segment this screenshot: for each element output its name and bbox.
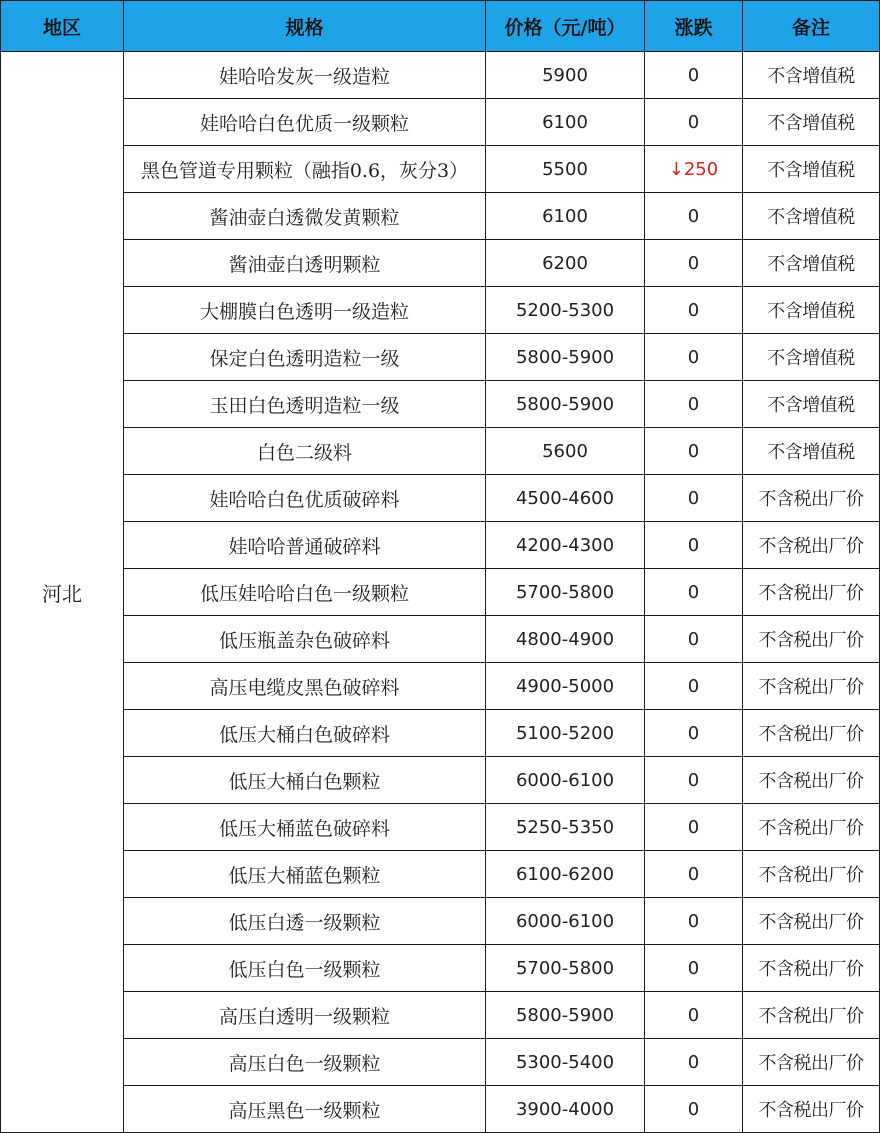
note-cell: 不含增值税 [743, 240, 880, 287]
note-cell: 不含税出厂价 [743, 1086, 880, 1133]
price-cell: 5600 [486, 428, 645, 475]
table-body [1, 52, 880, 1133]
change-cell: 0 [645, 757, 743, 804]
header-row [1, 1, 880, 52]
note-cell: 不含税出厂价 [743, 804, 880, 851]
price-cell: 5100-5200 [486, 710, 645, 757]
change-cell: ↓250 [645, 146, 743, 193]
spec-cell: 保定白色透明造粒一级 [124, 334, 486, 381]
table-row [1, 804, 880, 851]
spec-cell: 低压娃哈哈白色一级颗粒 [124, 569, 486, 616]
table-row [1, 522, 880, 569]
price-cell: 6000-6100 [486, 898, 645, 945]
note-cell: 不含增值税 [743, 428, 880, 475]
spec-cell: 娃哈哈发灰一级造粒 [124, 52, 486, 99]
spec-cell: 低压白透一级颗粒 [124, 898, 486, 945]
change-cell: 0 [645, 710, 743, 757]
note-cell: 不含税出厂价 [743, 992, 880, 1039]
change-cell: 0 [645, 381, 743, 428]
price-cell: 4800-4900 [486, 616, 645, 663]
table-row [1, 992, 880, 1039]
header-note: 备注 [743, 1, 880, 52]
note-cell: 不含增值税 [743, 334, 880, 381]
table-row [1, 475, 880, 522]
table-row [1, 193, 880, 240]
note-cell: 不含税出厂价 [743, 851, 880, 898]
change-cell: 0 [645, 1086, 743, 1133]
table-row [1, 99, 880, 146]
price-cell: 6100-6200 [486, 851, 645, 898]
price-cell: 6100 [486, 193, 645, 240]
table-row [1, 334, 880, 381]
note-cell: 不含增值税 [743, 287, 880, 334]
note-cell: 不含税出厂价 [743, 945, 880, 992]
change-cell: 0 [645, 663, 743, 710]
note-cell: 不含税出厂价 [743, 569, 880, 616]
spec-cell: 娃哈哈白色优质一级颗粒 [124, 99, 486, 146]
header-change: 涨跌 [645, 1, 743, 52]
note-cell: 不含税出厂价 [743, 757, 880, 804]
price-cell: 4200-4300 [486, 522, 645, 569]
change-cell: 0 [645, 898, 743, 945]
note-cell: 不含税出厂价 [743, 898, 880, 945]
spec-cell: 玉田白色透明造粒一级 [124, 381, 486, 428]
spec-cell: 低压大桶蓝色破碎料 [124, 804, 486, 851]
change-cell: 0 [645, 992, 743, 1039]
table-row [1, 240, 880, 287]
spec-cell: 大棚膜白色透明一级造粒 [124, 287, 486, 334]
table-row [1, 1086, 880, 1133]
table-row [1, 287, 880, 334]
price-cell: 5900 [486, 52, 645, 99]
note-cell: 不含税出厂价 [743, 1039, 880, 1086]
table-row [1, 851, 880, 898]
note-cell: 不含税出厂价 [743, 663, 880, 710]
change-cell: 0 [645, 240, 743, 287]
spec-cell: 高压黑色一级颗粒 [124, 1086, 486, 1133]
price-cell: 6000-6100 [486, 757, 645, 804]
note-cell: 不含税出厂价 [743, 616, 880, 663]
note-cell: 不含税出厂价 [743, 522, 880, 569]
change-cell: 0 [645, 99, 743, 146]
change-cell: 0 [645, 522, 743, 569]
price-cell: 4900-5000 [486, 663, 645, 710]
note-cell: 不含税出厂价 [743, 710, 880, 757]
spec-cell: 高压白透明一级颗粒 [124, 992, 486, 1039]
spec-cell: 娃哈哈普通破碎料 [124, 522, 486, 569]
price-cell: 5500 [486, 146, 645, 193]
table-row [1, 146, 880, 193]
table-row [1, 710, 880, 757]
change-cell: 0 [645, 804, 743, 851]
header-spec: 规格 [124, 1, 486, 52]
change-cell: 0 [645, 616, 743, 663]
table-row [1, 1039, 880, 1086]
note-cell: 不含增值税 [743, 146, 880, 193]
note-cell: 不含增值税 [743, 99, 880, 146]
spec-cell: 低压瓶盖杂色破碎料 [124, 616, 486, 663]
spec-cell: 白色二级料 [124, 428, 486, 475]
price-cell: 5800-5900 [486, 334, 645, 381]
change-cell: 0 [645, 569, 743, 616]
price-cell: 5300-5400 [486, 1039, 645, 1086]
note-cell: 不含税出厂价 [743, 475, 880, 522]
spec-cell: 低压白色一级颗粒 [124, 945, 486, 992]
table-row [1, 898, 880, 945]
change-cell: 0 [645, 1039, 743, 1086]
change-cell: 0 [645, 287, 743, 334]
header-region: 地区 [1, 1, 124, 52]
note-cell: 不含增值税 [743, 381, 880, 428]
table-row [1, 945, 880, 992]
table-row [1, 569, 880, 616]
price-cell: 4500-4600 [486, 475, 645, 522]
header-price: 价格（元/吨） [486, 1, 645, 52]
price-cell: 5800-5900 [486, 992, 645, 1039]
table-row [1, 381, 880, 428]
spec-cell: 低压大桶白色颗粒 [124, 757, 486, 804]
spec-cell: 黑色管道专用颗粒（融指0.6，灰分3） [124, 146, 486, 193]
table-row [1, 663, 880, 710]
change-cell: 0 [645, 851, 743, 898]
change-cell: 0 [645, 475, 743, 522]
table-row [1, 757, 880, 804]
change-cell: 0 [645, 428, 743, 475]
note-cell: 不含增值税 [743, 193, 880, 240]
spec-cell: 低压大桶蓝色颗粒 [124, 851, 486, 898]
spec-cell: 酱油壶白透明颗粒 [124, 240, 486, 287]
change-cell: 0 [645, 193, 743, 240]
price-cell: 5250-5350 [486, 804, 645, 851]
price-cell: 6100 [486, 99, 645, 146]
change-cell: 0 [645, 334, 743, 381]
change-cell: 0 [645, 52, 743, 99]
spec-cell: 低压大桶白色破碎料 [124, 710, 486, 757]
spec-cell: 酱油壶白透微发黄颗粒 [124, 193, 486, 240]
table-row [1, 428, 880, 475]
region-cell: 河北 [1, 52, 124, 1133]
price-cell: 5800-5900 [486, 381, 645, 428]
spec-cell: 高压电缆皮黑色破碎料 [124, 663, 486, 710]
table-row [1, 616, 880, 663]
change-cell: 0 [645, 945, 743, 992]
note-cell: 不含增值税 [743, 52, 880, 99]
spec-cell: 高压白色一级颗粒 [124, 1039, 486, 1086]
price-cell: 6200 [486, 240, 645, 287]
table-row [1, 52, 880, 99]
price-cell: 5700-5800 [486, 569, 645, 616]
price-cell: 3900-4000 [486, 1086, 645, 1133]
price-cell: 5200-5300 [486, 287, 645, 334]
spec-cell: 娃哈哈白色优质破碎料 [124, 475, 486, 522]
price-cell: 5700-5800 [486, 945, 645, 992]
